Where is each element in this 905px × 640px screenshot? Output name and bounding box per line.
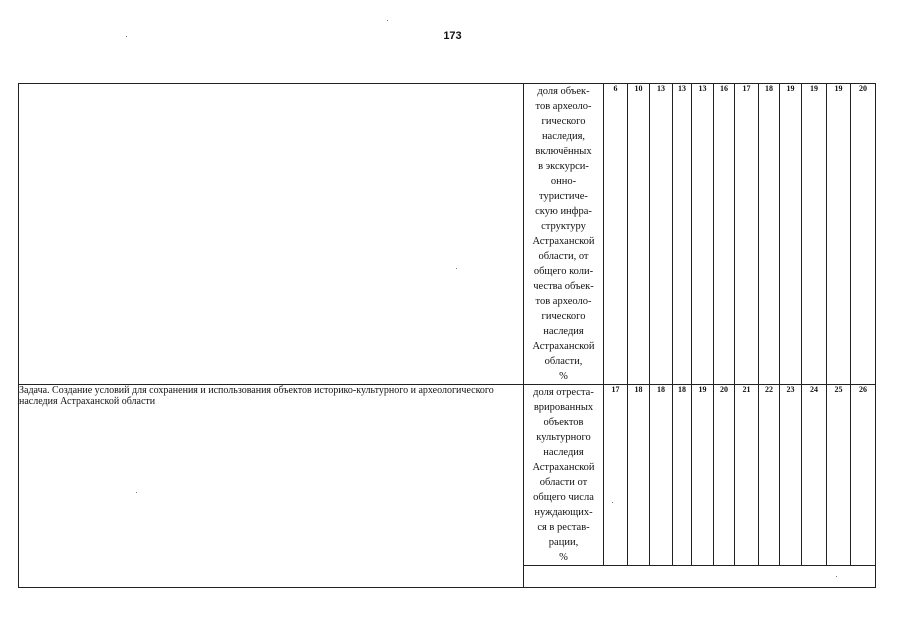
- indicators-table: [18, 83, 876, 588]
- value-cell: 19: [780, 84, 802, 385]
- value-cell: 24: [802, 385, 827, 566]
- indicator-line: %: [559, 552, 568, 563]
- table-row: [19, 84, 876, 385]
- value-cell: 6: [604, 84, 628, 385]
- indicator-line: тов археоло-: [535, 296, 592, 307]
- indicator-line: области от: [539, 477, 588, 488]
- value-cell: 19: [827, 84, 851, 385]
- value-cell: 26: [851, 385, 876, 566]
- indicator-line: наследия,: [541, 131, 586, 142]
- value-cell: 13: [673, 84, 692, 385]
- indicator-line: доля объек-: [537, 86, 590, 97]
- page-number: 173: [443, 30, 462, 42]
- scan-speck: [387, 20, 388, 21]
- scan-speck: [836, 576, 837, 577]
- indicator-line: доля отреста-: [533, 387, 594, 398]
- indicator-line: Астраханской: [532, 236, 595, 247]
- indicator-line: Астраханской: [532, 341, 595, 352]
- value-cell: 18: [673, 385, 692, 566]
- scan-speck: [612, 502, 613, 503]
- indicator-cell: [524, 84, 604, 385]
- indicator-line: чества объек-: [533, 281, 594, 292]
- scan-speck: [136, 492, 137, 493]
- indicator-line: %: [559, 371, 568, 382]
- indicator-line: нуждающих-: [534, 507, 593, 518]
- indicator-line: культурного: [536, 432, 591, 443]
- value-cell: 18: [650, 385, 673, 566]
- value-cell: 18: [628, 385, 650, 566]
- indicator-line: общего числа: [533, 492, 594, 503]
- indicator-line: Астраханской: [532, 462, 595, 473]
- indicator-line: туристиче-: [539, 191, 588, 202]
- value-cell: 20: [714, 385, 735, 566]
- value-cell: 16: [714, 84, 735, 385]
- value-cell: 22: [759, 385, 780, 566]
- empty-cell: [524, 566, 876, 588]
- indicator-line: области, от: [538, 251, 589, 262]
- value-cell: 19: [692, 385, 714, 566]
- indicator-line: гического: [541, 116, 586, 127]
- task-text: Задача. Создание условий для сохранения и использования объектов историко-культурного и археологического наследия Астраханской области: [19, 385, 494, 407]
- task-cell: [19, 84, 524, 385]
- indicator-line: структуру: [541, 221, 586, 232]
- indicator-line: скую инфра-: [535, 206, 592, 217]
- indicator-line: области,: [544, 356, 583, 367]
- value-cell: 13: [650, 84, 673, 385]
- scan-speck: [126, 36, 127, 37]
- indicator-line: наследия: [543, 447, 584, 458]
- indicators-table-wrap: [18, 83, 876, 588]
- value-cell: 21: [735, 385, 759, 566]
- indicator-line: тов археоло-: [535, 101, 592, 112]
- value-cell: 13: [692, 84, 714, 385]
- indicator-line: наследия: [543, 326, 584, 337]
- value-cell: 17: [735, 84, 759, 385]
- indicator-line: общего коли-: [533, 266, 594, 277]
- table-row: [19, 385, 876, 566]
- indicator-line: в экскурси-: [538, 161, 589, 172]
- value-cell: 18: [759, 84, 780, 385]
- value-cell: 10: [628, 84, 650, 385]
- value-cell: 19: [802, 84, 827, 385]
- indicator-line: рации,: [548, 537, 579, 548]
- value-cell: 20: [851, 84, 876, 385]
- value-cell: 23: [780, 385, 802, 566]
- task-cell: [19, 385, 524, 588]
- indicator-line: гического: [541, 311, 586, 322]
- value-cell: 25: [827, 385, 851, 566]
- indicator-line: врированных: [533, 402, 594, 413]
- indicator-line: объектов: [543, 417, 584, 428]
- scan-speck: [456, 268, 457, 269]
- indicator-line: включённых: [535, 146, 592, 157]
- indicator-line: онно-: [550, 176, 577, 187]
- indicator-cell: [524, 385, 604, 566]
- indicator-line: ся в рестав-: [537, 522, 590, 533]
- value-cell: 17: [604, 385, 628, 566]
